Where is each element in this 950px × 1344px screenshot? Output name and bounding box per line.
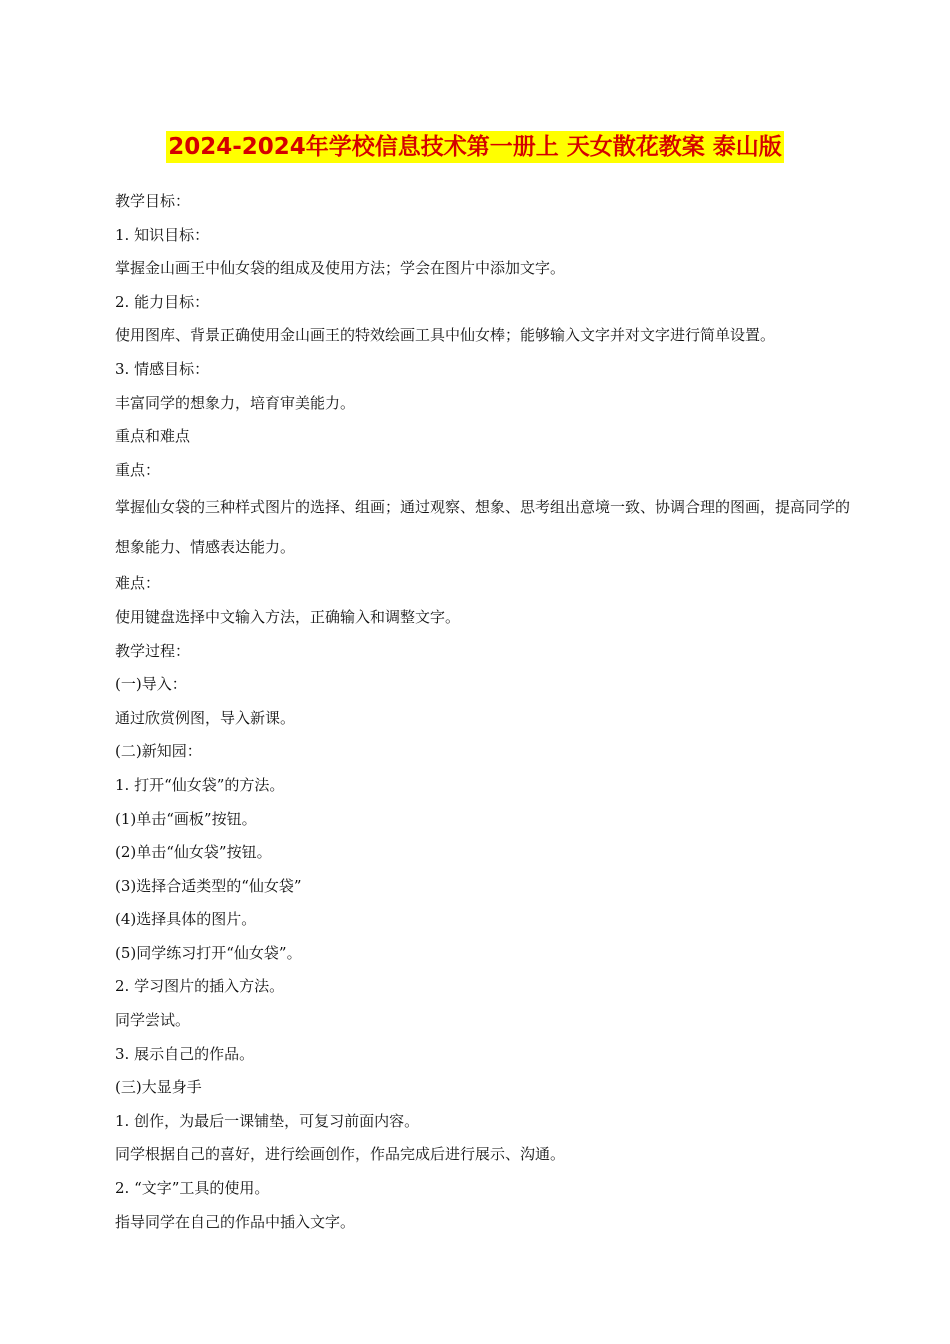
objective-ability-heading: 2. 能力目标： (115, 292, 210, 311)
list-item: 指导同学在自己的作品中插入文字。 (115, 1212, 356, 1231)
document-body (115, 185, 855, 1239)
section-heading-objectives: 教学目标： (115, 192, 191, 210)
section-heading-key-points: 重点和难点 (115, 427, 191, 446)
key-point-heading: 重点： (115, 460, 161, 479)
list-item: (4)选择具体的图片。 (115, 910, 257, 929)
list-item: 同学尝试。 (115, 1011, 191, 1030)
objective-knowledge-text: 掌握金山画王中仙女袋的组成及使用方法；学会在图片中添加文字。 (115, 259, 566, 278)
list-item: 2. 学习图片的插入方法。 (115, 977, 285, 996)
list-item: (1)单击“画板”按钮。 (115, 809, 257, 828)
document-title: 2024-2024年学校信息技术第一册上 天女散花教案 泰山版 (166, 131, 784, 163)
list-item: 同学根据自己的喜好，进行绘画创作，作品完成后进行展示、沟通。 (115, 1145, 566, 1164)
list-item: 3. 展示自己的作品。 (115, 1044, 255, 1063)
process-intro-heading: (一)导入： (115, 675, 187, 694)
objective-knowledge-heading: 1. 知识目标： (115, 225, 210, 244)
list-item: (5)同学练习打开“仙女袋”。 (115, 943, 302, 962)
process-new-knowledge-heading: (二)新知园： (115, 742, 202, 761)
title-container (0, 131, 950, 163)
process-practice-heading: (三)大显身手 (115, 1078, 202, 1097)
list-item: 1. 创作，为最后一课铺垫，可复习前面内容。 (115, 1111, 420, 1130)
process-intro-text: 通过欣赏例图，导入新课。 (115, 708, 296, 727)
list-item: (3)选择合适类型的“仙女袋” (115, 876, 302, 895)
difficulty-text: 使用键盘选择中文输入方法，正确输入和调整文字。 (115, 607, 461, 626)
section-heading-process: 教学过程： (115, 641, 191, 660)
difficulty-heading: 难点： (115, 574, 161, 593)
list-item: (2)单击“仙女袋”按钮。 (115, 843, 272, 862)
list-item: 2. “文字”工具的使用。 (115, 1179, 270, 1198)
list-item: 1. 打开“仙女袋”的方法。 (115, 775, 285, 794)
key-point-text: 掌握仙女袋的三种样式图片的选择、组画；通过观察、想象、思考组出意境一致、协调合理的图画，提高同学的想象能力、情感表达能力。 (115, 498, 851, 557)
objective-emotion-text: 丰富同学的想象力，培育审美能力。 (115, 393, 356, 412)
objective-ability-text: 使用图库、背景正确使用金山画王的特效绘画工具中仙女棒；能够输入文字并对文字进行简单设置。 (115, 326, 776, 345)
objective-emotion-heading: 3. 情感目标： (115, 359, 210, 378)
